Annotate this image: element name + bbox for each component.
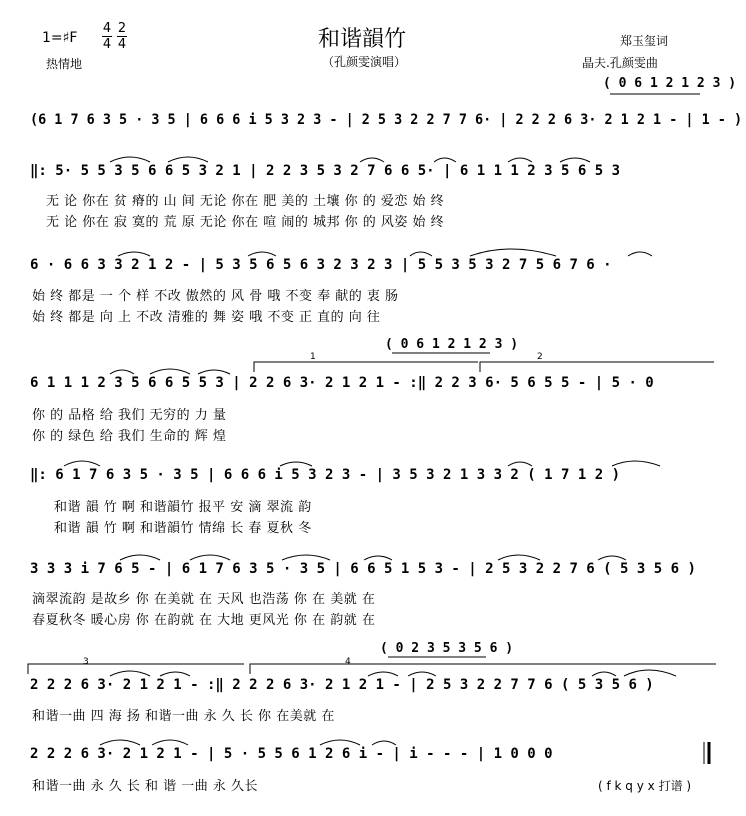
- ties: [64, 157, 676, 745]
- system-5-lyric-1: 和谐 韻 竹 啊 和谐韻竹 报平 安 滴 翠流 韵: [54, 500, 312, 515]
- system-6-notes: 3 3 3 i 7 6 5 - | 6 1 7 6 3 5 · 3 5 | 6 6 5 1 5 3 - | 2 5 3 2 2 7 6 ( 5 3 5 6 ): [30, 561, 696, 577]
- time-den-1: 4: [102, 37, 112, 52]
- system-3-lyric-1: 始 终 都是 一 个 样 不改 傲然的 风 骨 哦 不变 奉 献的 衷 肠: [32, 289, 399, 304]
- system-8-notes: 2 2 2 6 3· 2 1 2 1 - | 5 · 5 5 6 1 2 6 i - | i - - - | 1 0 0 0: [30, 746, 553, 762]
- tempo-marking: 热情地: [46, 57, 83, 71]
- system-6-lyric-1: 滴翠流韵 是故乡 你 在美就 在 天风 也浩荡 你 在 美就 在: [32, 592, 376, 607]
- lyricist: 郑玉玺词: [620, 34, 669, 48]
- system-7-pickup: ( 0 2 3 5 3 5 6 ): [380, 641, 514, 656]
- system-7-notes: 2 2 2 6 3· 2 1 2 1 - :‖ 2 2 2 6 3· 2 1 2 1 - | 2 5 3 2 2 7 7 6 ( 5 3 5 6 ): [30, 677, 654, 693]
- intro-pickup: ( 0 6 1 2 1 2 3 ): [603, 76, 737, 91]
- system-4-notes: 6 1 1 1 2 3 5 6 6 5 5 3 | 2 2 6 3· 2 1 2 1 - :‖ 2 2 3 6· 5 6 5 5 - | 5 · 0: [30, 375, 654, 391]
- system-2-lyric-1: 无 论 你在 贫 瘠的 山 间 无论 你在 肥 美的 土壤 你 的 爱恋 始 终: [46, 194, 445, 209]
- volta-4-label: 4: [345, 657, 351, 667]
- volta-brackets: [28, 362, 716, 674]
- system-4-lyric-1: 你 的 品格 给 我们 无穷的 力 量: [32, 408, 227, 423]
- system-2-lyric-2: 无 论 你在 寂 寞的 荒 原 无论 你在 喧 闹的 城邦 你 的 风姿 始 终: [46, 215, 445, 230]
- time-num-1: 4: [102, 21, 112, 36]
- song-subtitle: （孔颜雯演唱）: [322, 55, 407, 69]
- volta-3-label: 3: [83, 657, 89, 667]
- system-6-lyric-2: 春夏秋冬 暖心房 你 在韵就 在 大地 更风光 你 在 韵就 在: [32, 613, 376, 628]
- time-den-2: 4: [117, 37, 127, 52]
- song-title: 和谐韻竹: [318, 27, 407, 52]
- system-4-lyric-2: 你 的 绿色 给 我们 生命的 辉 煌: [32, 429, 227, 444]
- system-3-lyric-2: 始 终 都是 向 上 不改 清雅的 舞 姿 哦 不变 正 直的 向 往: [32, 310, 381, 325]
- system-3-notes: 6 · 6 6 3 3 2 1 2 - | 5 3 5 6 5 6 3 2 3 2 3 | 5 5 3 5 3 2 7 5 6 7 6 ·: [30, 257, 612, 273]
- time-num-2: 2: [117, 21, 127, 36]
- system-1-notes: (6 1 7 6 3 5 · 3 5 | 6 6 6 i 5 3 2 3 - | 2 5 3 2 2 7 7 6· | 2 2 2 6 3· 2 1 2 1 - | 1 - ): [30, 112, 743, 128]
- system-8-lyric-1: 和谐一曲 永 久 长 和 谐 一曲 永 久长: [32, 779, 259, 794]
- system-5-notes: ‖: 6 1 7 6 3 5 · 3 5 | 6 6 6 i 5 3 2 3 - | 3 5 3 2 1 3 3 2 ( 1 7 1 2 ): [30, 467, 621, 483]
- transcriber-credit: ( f k q y x 打谱 ): [598, 779, 692, 793]
- system-2-notes: ‖: 5· 5 5 3 5 6 6 5 3 2 1 | 2 2 3 5 3 2 7 6 6 5· | 6 1 1 1 2 3 5 6 5 3: [30, 163, 621, 179]
- system-4-pickup: ( 0 6 1 2 1 2 3 ): [385, 337, 519, 352]
- final-barline: [704, 742, 709, 764]
- volta-2-label: 2: [537, 352, 543, 362]
- system-5-lyric-2: 和谐 韻 竹 啊 和谐韻竹 情绵 长 春 夏秋 冬: [54, 521, 312, 536]
- volta-1-label: 1: [310, 352, 316, 362]
- system-7-lyric-1: 和谐一曲 四 海 扬 和谐一曲 永 久 长 你 在美就 在: [32, 709, 335, 724]
- composer: 晶夫.孔颜雯曲: [582, 56, 658, 70]
- key-label: 1=♯F: [42, 30, 78, 46]
- pickup-underlines: [388, 94, 700, 657]
